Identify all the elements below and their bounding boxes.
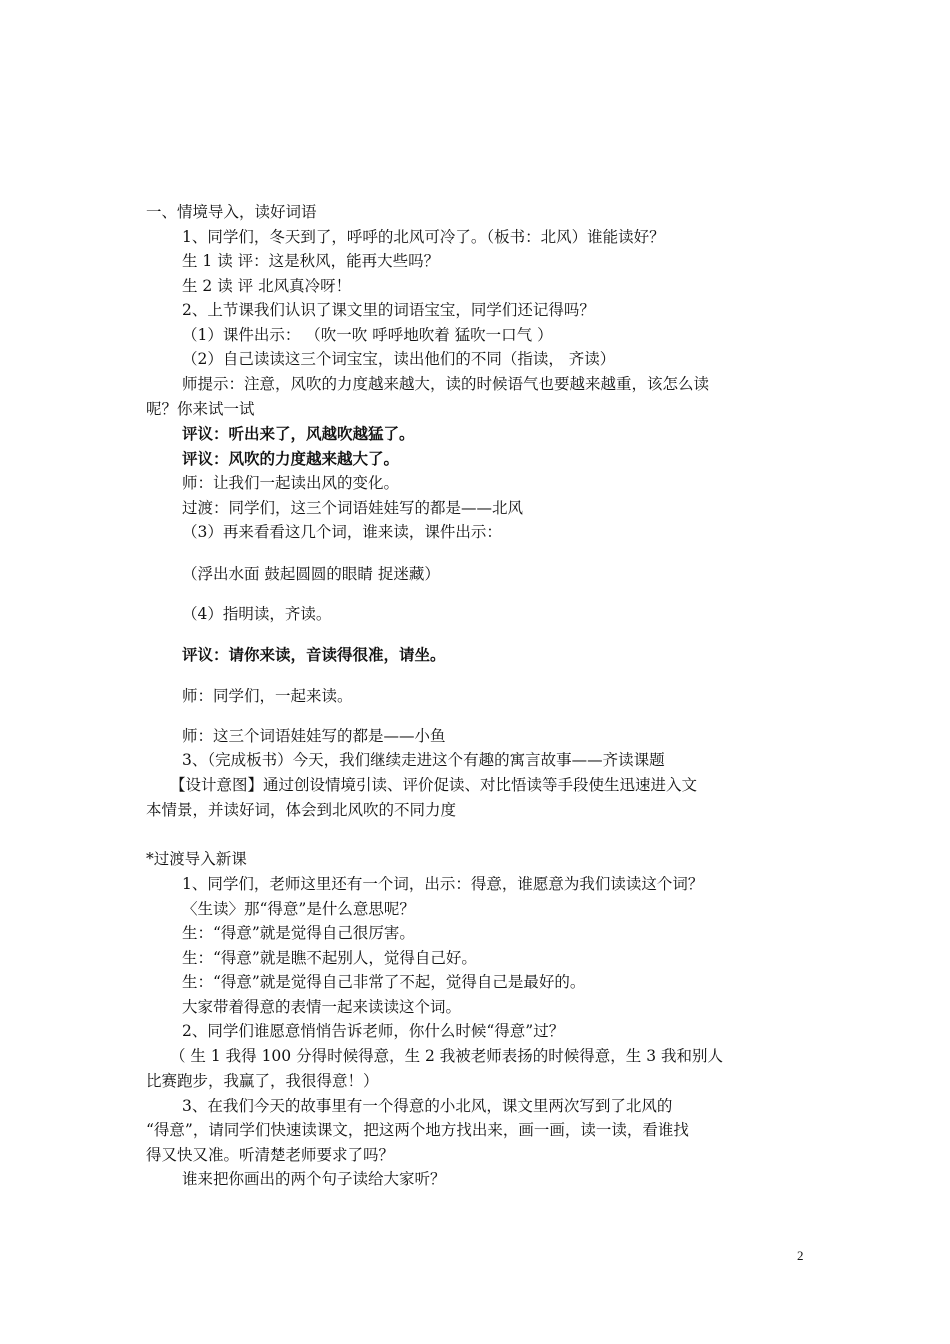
text-line: 〈生读〉那“得意”是什么意思呢？ [182, 900, 415, 918]
text-line: 生：“得意”就是瞧不起别人，觉得自己好。 [182, 949, 477, 967]
section-heading: 一、情境导入，读好词语 [146, 203, 317, 221]
text-line: 师：让我们一起读出风的变化。 [182, 474, 400, 492]
text-line: 谁来把你画出的两个句子读给大家听？ [182, 1170, 446, 1188]
text-line: 本情景，并读好词，体会到北风吹的不同力度 [146, 801, 457, 819]
comment-line: 评议：听出来了，风越吹越猛了。 [182, 424, 415, 443]
text-line: 师提示：注意，风吹的力度越来越大，读的时候语气也要越来越重，该怎么读 [182, 375, 710, 393]
text-line: （ 生 1 我得 100 分得时候得意，生 2 我被老师表扬的时候得意，生 3 我和别人 [170, 1047, 724, 1065]
text-line: （4）指明读，齐读。 [182, 605, 332, 623]
comment-line: 评议：风吹的力度越来越大了。 [182, 449, 400, 468]
text-line: “得意”，请同学们快速读课文，把这两个地方找出来，画一画，读一读，看谁找 [146, 1121, 689, 1139]
text-line: 得又快又准。听清楚老师要求了吗？ [146, 1146, 395, 1164]
text-line: （2）自己读读这三个词宝宝，读出他们的不同（指读， 齐读） [182, 350, 616, 368]
text-line: 师：同学们，一起来读。 [182, 687, 353, 705]
text-line: 大家带着得意的表情一起来读读这个词。 [182, 998, 462, 1016]
comment-line: 评议：请你来读，音读得很准，请坐。 [182, 645, 446, 664]
text-line: 呢？你来试一试 [146, 400, 255, 418]
page-number: 2 [797, 1248, 804, 1263]
text-line: 生：“得意”就是觉得自己非常了不起，觉得自己是最好的。 [182, 973, 586, 991]
text-line: 比赛跑步，我赢了，我很得意！） [146, 1072, 379, 1090]
text-line: （浮出水面 鼓起圆圆的眼睛 捉迷藏） [182, 565, 440, 583]
text-line: 1、同学们，冬天到了，呼呼的北风可冷了。（板书：北风）谁能读好？ [182, 228, 665, 246]
text-line: 2、同学们谁愿意悄悄告诉老师，你什么时候“得意”过？ [182, 1022, 565, 1040]
design-intent-line: 【设计意图】通过创设情境引读、评价促读、对比悟读等手段使生迅速进入文 [170, 776, 698, 794]
text-line: 生：“得意”就是觉得自己很厉害。 [182, 924, 415, 942]
text-line: 过渡：同学们，这三个词语娃娃写的都是——北风 [182, 499, 524, 517]
text-line: 3、在我们今天的故事里有一个得意的小北风，课文里两次写到了北风的 [182, 1097, 673, 1115]
text-line: 生 1 读 评：这是秋风，能再大些吗？ [182, 252, 440, 270]
text-line: （3）再来看看这几个词，谁来读，课件出示： [182, 523, 502, 541]
text-line: 2、上节课我们认识了课文里的词语宝宝，同学们还记得吗？ [182, 301, 595, 319]
text-line: 生 2 读 评 北风真冷呀！ [182, 277, 352, 295]
section-heading: *过渡导入新课 [146, 850, 247, 868]
text-line: （1）课件出示： （吹一吹 呼呼地吹着 猛吹一口气 ） [182, 326, 553, 344]
text-line: 1、同学们，老师这里还有一个词，出示：得意，谁愿意为我们读读这个词？ [182, 875, 704, 893]
text-line: 师：这三个词语娃娃写的都是——小鱼 [182, 727, 446, 745]
text-line: 3、（完成板书）今天，我们继续走进这个有趣的寓言故事——齐读课题 [182, 751, 665, 769]
